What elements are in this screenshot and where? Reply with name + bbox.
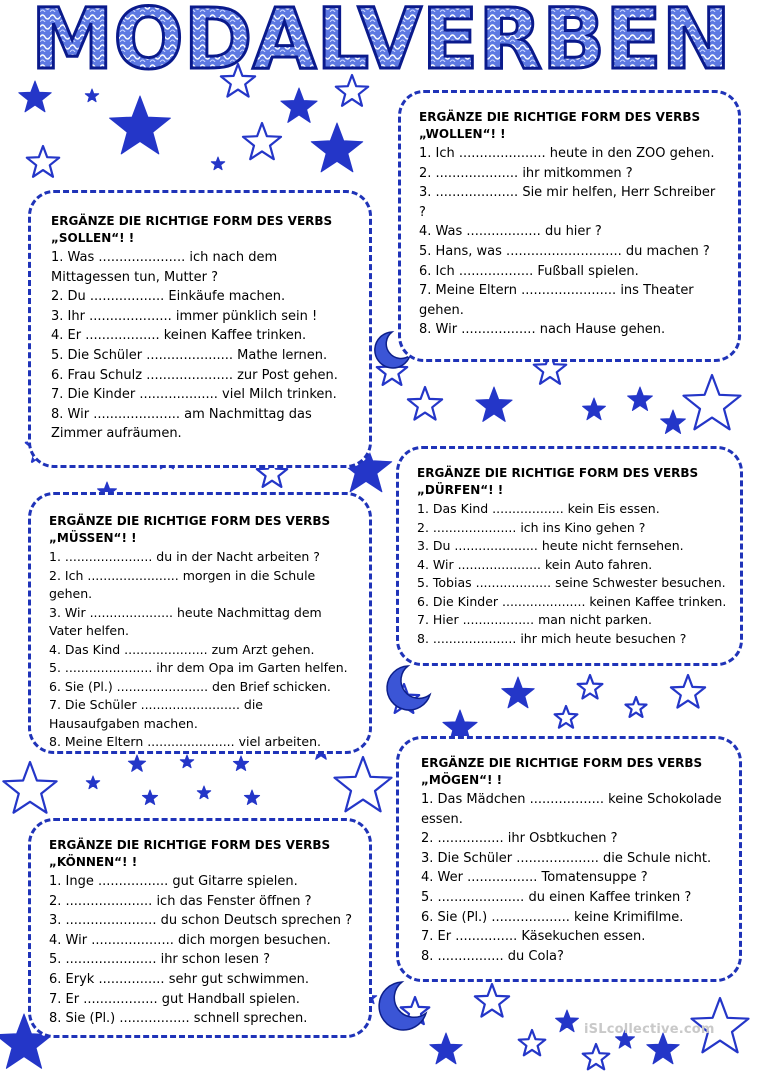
star-outline-icon (684, 375, 741, 429)
exercise-item: 5. ...................... ihr dem Opa im Garten helfen. (49, 660, 348, 675)
exercise-duerfen (396, 446, 743, 666)
exercise-item: 2. .................... ihr mitkommen ? (419, 165, 633, 181)
exercise-muessen-heading: ERGÄNZE DIE RICHTIGE FORM DES VERBS „MÜSSEN“! ! (49, 514, 331, 545)
exercise-muessen (28, 492, 372, 754)
exercise-item: 4. Wer ................. Tomatensuppe ? (421, 870, 648, 886)
star-icon (110, 96, 171, 154)
star-outline-icon (671, 675, 705, 708)
exercise-item: 7. Er ............... Käsekuchen essen. (421, 929, 646, 945)
exercise-item: 8. Wir ..................... am Nachmittag das Zimmer aufräumen. (51, 406, 312, 442)
exercise-item: 8. Wir .................. nach Hause gehen. (419, 322, 666, 338)
exercise-item: 2. Ich ....................... morgen in die Schule gehen. (49, 567, 316, 601)
exercise-item: 5. Die Schüler ..................... Mathe lernen. (51, 347, 328, 363)
exercise-item: 3. Ihr .................... immer pünklich sein ! (51, 308, 318, 324)
star-outline-icon (408, 387, 442, 420)
star-icon (233, 756, 248, 771)
exercise-item: 6. Eryk ................ sehr gut schwimmen. (49, 971, 310, 987)
exercise-item: 6. Die Kinder ..................... keinen Kaffee trinken. (417, 593, 727, 609)
exercise-item: 7. Hier .................. man nicht parken. (417, 612, 652, 627)
star-outline-icon (335, 757, 392, 811)
star-outline-icon (578, 675, 603, 699)
exercise-item: 7. Er .................. gut Handball spielen. (49, 991, 300, 1007)
star-icon (661, 410, 686, 434)
exercise-item: 8. ..................... ihr mich heute besuchen ? (417, 630, 687, 646)
exercise-sollen-heading: ERGÄNZE DIE RICHTIGE FORM DES VERBS „SOLLEN“! ! (51, 214, 333, 245)
star-outline-icon (475, 984, 509, 1017)
star-icon (19, 81, 51, 112)
star-icon (142, 790, 157, 805)
exercise-koennen (28, 818, 372, 1038)
exercise-item: 2. Du .................. Einkäufe machen. (51, 289, 286, 305)
exercise-item: 5. ..................... du einen Kaffee trinken ? (421, 889, 692, 905)
exercise-item: 3. .................... Sie mir helfen, Herr Schreiber ? (419, 185, 716, 220)
exercise-wollen (398, 90, 741, 362)
exercise-item: 4. Das Kind ..................... zum Arzt gehen. (49, 641, 315, 657)
exercise-item: 1. Ich ..................... heute in den ZOO gehen. (419, 146, 715, 161)
exercise-moegen (396, 736, 742, 982)
star-icon (180, 755, 193, 768)
star-outline-icon (583, 1044, 610, 1069)
exercise-item: 3. Die Schüler .................... die Schule nicht. (421, 850, 712, 866)
star-outline-icon (519, 1030, 546, 1055)
star-icon (197, 786, 210, 799)
exercise-item: 7. Die Kinder ................... viel Milch trinken. (51, 387, 337, 403)
star-icon (86, 776, 99, 789)
exercise-item: 5. ...................... ihr schon lesen ? (49, 952, 271, 968)
exercise-sollen (28, 190, 372, 468)
star-icon (647, 1033, 679, 1064)
exercise-wollen-heading: ERGÄNZE DIE RICHTIGE FORM DES VERBS „WOLLEN“! ! (419, 110, 701, 141)
exercise-item: 1. Was ..................... ich nach dem Mittagessen tun, Mutter ? (51, 250, 278, 285)
star-outline-icon (27, 146, 59, 177)
star-icon (628, 387, 653, 411)
star-icon (556, 1010, 579, 1032)
exercise-item: 4. Wir .................... dich morgen besuchen. (49, 932, 331, 948)
star-icon (583, 398, 606, 420)
exercise-duerfen-heading: ERGÄNZE DIE RICHTIGE FORM DES VERBS „DÜRFEN“! ! (417, 466, 699, 497)
exercise-item: 4. Wir ..................... kein Auto fahren. (417, 556, 653, 572)
exercise-item: 8. Sie (Pl.) ................. schnell sprechen. (49, 1011, 308, 1027)
page-title-text: MODALVERBEN (31, 2, 731, 78)
exercise-item: 8. ................ du Cola? (421, 948, 564, 964)
moon-icon (387, 666, 430, 710)
exercise-item: 5. Tobias ................... seine Schwester besuchen. (417, 575, 726, 590)
watermark: iSLcollective.com (584, 1022, 715, 1037)
exercise-item: 1. Das Kind .................. kein Eis essen. (417, 501, 660, 516)
exercise-item: 8. Meine Eltern ...................... viel arbeiten. (49, 734, 321, 749)
page-title (0, 2, 763, 78)
exercise-item: 1. Das Mädchen .................. keine Schokolade essen. (421, 792, 722, 827)
star-outline-icon (336, 75, 368, 106)
exercise-item: 1. ...................... du in der Nacht arbeiten ? (49, 549, 320, 564)
exercise-koennen-heading: ERGÄNZE DIE RICHTIGE FORM DES VERBS „KÖNNEN“! ! (49, 838, 331, 869)
star-outline-icon (3, 762, 56, 813)
star-icon (211, 157, 224, 170)
exercise-item: 7. Meine Eltern ....................... ins Theater gehen. (419, 283, 694, 318)
exercise-item: 2. ..................... ich das Fenster öffnen ? (49, 893, 312, 909)
star-icon (502, 677, 534, 708)
star-icon (128, 755, 145, 771)
exercise-item: 4. Er .................. keinen Kaffee trinken. (51, 328, 307, 344)
exercise-item: 5. Hans, was ............................ du machen ? (419, 243, 710, 259)
exercise-item: 6. Ich .................. Fußball spielen. (419, 263, 639, 279)
exercise-item: 6. Sie (Pl.) ................... keine Krimifilme. (421, 909, 684, 925)
exercise-moegen-heading: ERGÄNZE DIE RICHTIGE FORM DES VERBS „MÖGEN“! ! (421, 756, 703, 787)
exercise-item: 6. Sie (Pl.) ....................... den Brief schicken. (49, 678, 331, 694)
star-icon (476, 387, 512, 421)
exercise-item: 7. Die Schüler ......................... die Hausaufgaben machen. (49, 697, 263, 731)
exercise-item: 3. Wir ..................... heute Nachmittag dem Vater helfen. (49, 604, 322, 638)
exercise-item: 3. ...................... du schon Deutsch sprechen ? (49, 913, 353, 929)
exercise-item: 2. ................ ihr Osbtkuchen ? (421, 831, 618, 847)
star-icon (85, 89, 98, 102)
star-icon (281, 88, 317, 122)
star-icon (244, 790, 259, 805)
star-icon (430, 1033, 462, 1064)
star-outline-icon (626, 697, 647, 717)
exercise-item: 3. Du ..................... heute nicht fernsehen. (417, 538, 684, 553)
exercise-item: 1. Inge ................. gut Gitarre spielen. (49, 874, 298, 889)
star-outline-icon (555, 706, 578, 728)
star-outline-icon (243, 123, 281, 159)
exercise-item: 2. ..................... ich ins Kino gehen ? (417, 519, 646, 535)
exercise-item: 4. Was .................. du hier ? (419, 224, 602, 240)
star-icon (311, 123, 362, 172)
exercise-item: 6. Frau Schulz ..................... zur Post gehen. (51, 367, 338, 383)
